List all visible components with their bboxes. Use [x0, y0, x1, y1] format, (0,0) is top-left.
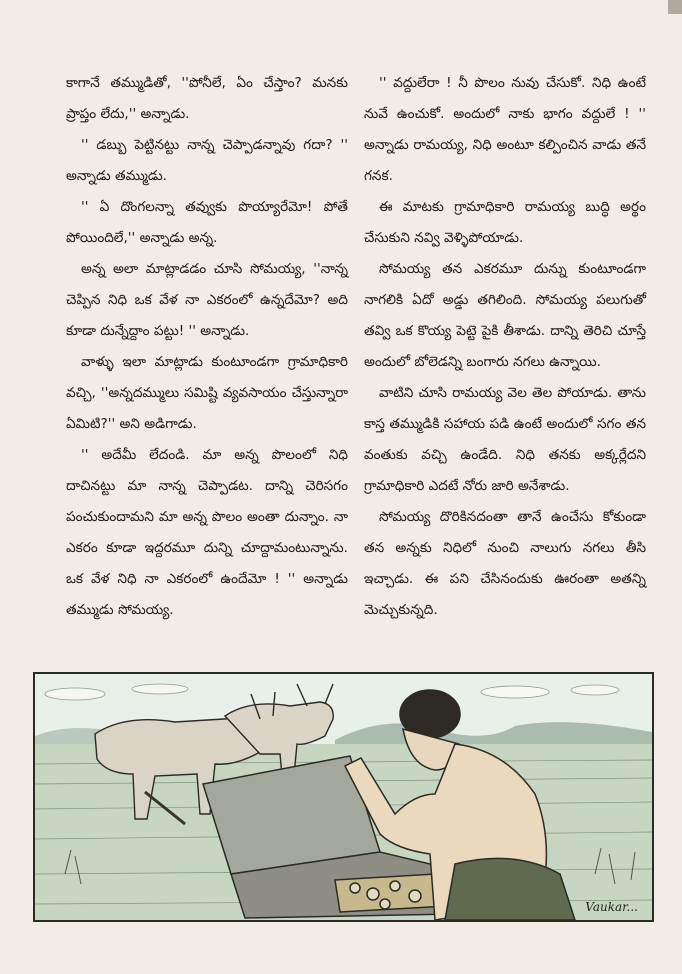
paragraph: సోమయ్య తన ఎకరమూ దున్ను కుంటూండగా నాగలికి ఏదో అడ్డు తగిలింది. సోమయ్య పలుగుతో తవ్వి ఒక కొయ్య పెట్టె పైకి తీశాడు. దాన్ని తెరిచి చూస్తే అందులో బోలెడన్ని బంగారు నగలు ఉన్నాయి. — [364, 261, 646, 370]
right-text-column — [364, 68, 646, 626]
paragraph: '' అదేమీ లేదండి. మా అన్న పొలంలో నిధి దాచినట్టు మా నాన్న చెప్పాడట. దాన్ని చెరిసగం పంచుకుందామని మా అన్న పొలం అంతా దున్నాం. నా ఎకరం కూడా ఇద్దరమూ దున్ని చూద్దామంటున్నాను. ఒక వేళ నిధి నా ఎకరంలో ఉందేమో ! '' అన్నాడు తమ్ముడు సోమయ్య. — [66, 447, 348, 618]
page-corner-mark — [668, 0, 682, 14]
illustration-drawing — [35, 674, 652, 920]
left-text-column — [66, 68, 348, 626]
paragraph: వాళ్ళు ఇలా మాట్లాడు కుంటూండగా గ్రామాధికారి వచ్చి, ''అన్నదమ్ములు సమిష్టి వ్యవసాయం చేస్తున్నారా ఏమిటి?'' అని అడిగాడు. — [66, 354, 348, 432]
paragraph: '' వద్దులేరా ! నీ పొలం నువు చేసుకో. నిధి ఉంటే నువే ఉంచుకో. అందులో నాకు భాగం వద్దులే ! '' అన్నాడు రామయ్య, నిధి అంటూ కల్పించిన వాడు తనే గనక. — [364, 75, 646, 184]
paragraph: వాటిని చూసి రామయ్య వెల తెల పోయాడు. తాను కాస్త తమ్ముడికి సహాయ పడి ఉంటే అందులో సగం తన వంతుకు వచ్చి ఉండేది. నిధి తనకు అక్కర్లేదని గ్రామాధికారి ఎదటే నోరు జారి అనేశాడు. — [364, 385, 646, 494]
paragraph: '' డబ్బు పెట్టినట్టు నాన్న చెప్పాడన్నావు గదా? '' అన్నాడు తమ్ముడు. — [66, 137, 348, 184]
paragraph: '' ఏ దొంగలన్నా తవ్వుకు పొయ్యారేమో! పోతే పోయిందిలే,'' అన్నాడు అన్న. — [66, 199, 348, 246]
paragraph: కాగానే తమ్ముడితో, ''పోనీలే, ఏం చేస్తాం? మనకు ప్రాప్తం లేదు,'' అన్నాడు. — [66, 75, 348, 122]
paragraph: అన్న అలా మాట్లాడడం చూసి సోమయ్య, ''నాన్న చెప్పిన నిధి ఒక వేళ నా ఎకరంలో ఉన్నదేమో? అది కూడా దున్నేద్దాం పట్టు! '' అన్నాడు. — [66, 261, 348, 339]
paragraph: ఈ మాటకు గ్రామాధికారి రామయ్య బుద్ధి అర్థం చేసుకుని నవ్వి వెళ్ళిపోయాడు. — [364, 199, 646, 246]
paragraph: సోమయ్య దొరికినదంతా తానే ఉంచేసు కోకుండా తన అన్నకు నిధిలో నుంచి నాలుగు నగలు తీసి ఇచ్చాడు. ఈ పని చేసినందుకు ఊరంతా అతన్ని మెచ్చుకున్నది. — [364, 509, 646, 618]
story-illustration — [33, 672, 654, 922]
artist-signature: Vaukar... — [585, 900, 638, 914]
